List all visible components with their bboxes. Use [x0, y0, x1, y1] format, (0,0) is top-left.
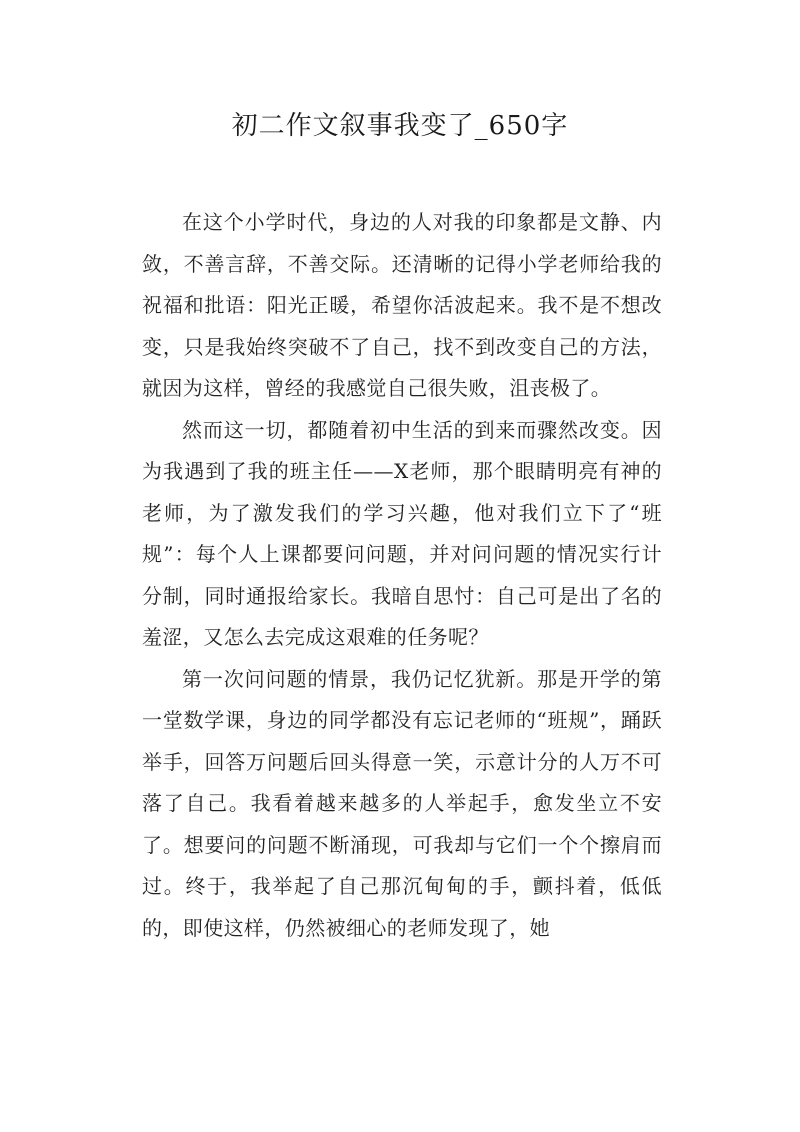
document-body — [142, 202, 662, 949]
paragraph-3: 第一次问问题的情景，我仍记忆犹新。那是开学的第一堂数学课，身边的同学都没有忘记老师的“班规”，踊跃举手，回答万问题后回头得意一笑，示意计分的人万不可落了自己。我看着越来越多的人举起手，愈发坐立不安了。想要问的问题不断涌现，可我却与它们一个个擦肩而过。终于，我举起了自己那沉甸甸的手，颤抖着，低低的，即使这样，仍然被细心的老师发现了，她 — [142, 666, 662, 940]
paragraph-1: 在这个小学时代，身边的人对我的印象都是文静、内敛，不善言辞，不善交际。还清晰的记得小学老师给我的祝福和批语：阳光正暖，希望你活波起来。我不是不想改变，只是我始终突破不了自己，找不到改变自己的方法，就因为这样，曾经的我感觉自己很失败，沮丧极了。 — [142, 210, 662, 400]
document-title: 初二作文叙事我变了_650字 — [231, 111, 569, 141]
paragraph-2: 然而这一切，都随着初中生活的到来而骤然改变。因为我遇到了我的班主任——X老师，那个眼睛明亮有神的老师，为了激发我们的学习兴趣，他对我们立下了“班规”：每个人上课都要问问题，并对问问题的情况实行计分制，同时通报给家长。我暗自思忖：自己可是出了名的羞涩，又怎么去完成这艰难的任务呢？ — [142, 417, 662, 649]
